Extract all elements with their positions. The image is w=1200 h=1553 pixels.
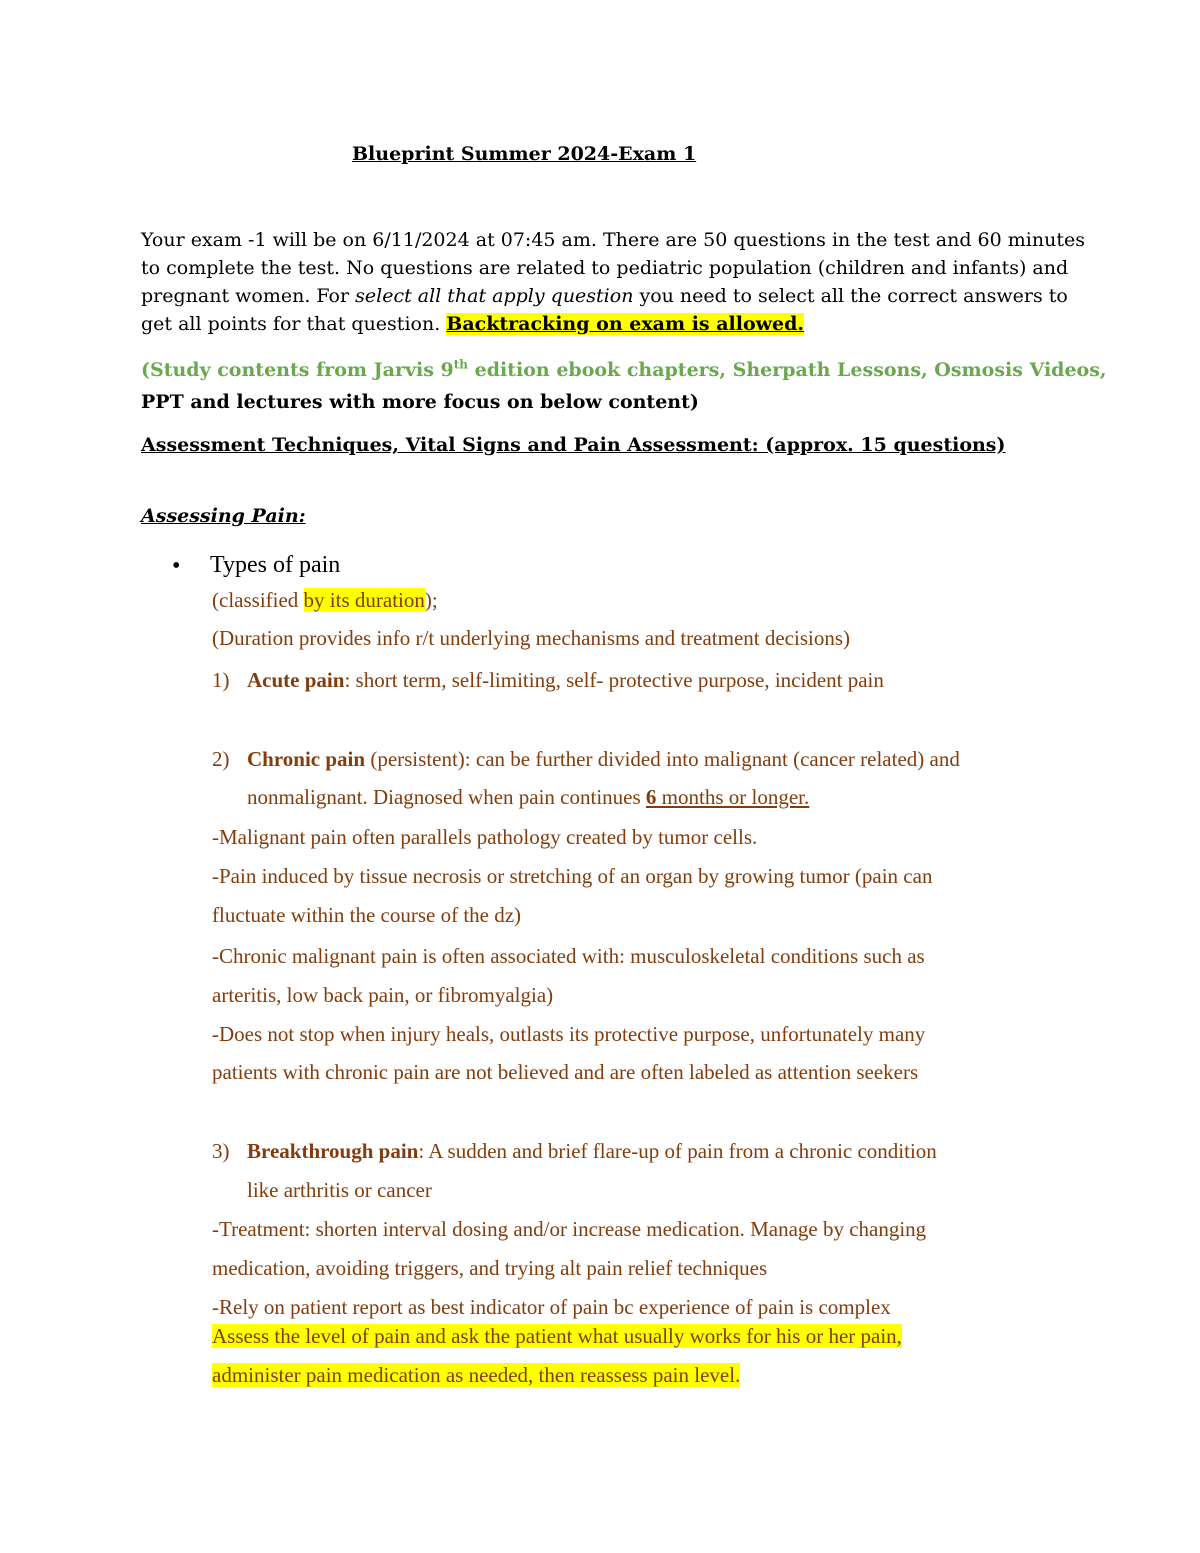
chronic-note: -Pain induced by tissue necrosis or stretching of an organ by growing tumor (pain can: [212, 864, 933, 888]
reassess-highlight-1: Assess the level of pain and ask the patient what usually works for his or her pain,: [212, 1324, 902, 1348]
study-line-1-end: edition ebook chapters, Sherpath Lessons, Osmosis Videos,: [468, 359, 1107, 381]
study-line-1: [141, 359, 1107, 381]
classified-start: (classified: [212, 588, 304, 612]
assessing-pain-heading: Assessing Pain:: [141, 505, 306, 527]
acute-term: Acute pain: [247, 668, 345, 692]
chronic-term: Chronic pain: [247, 747, 366, 771]
chronic-number: 2): [212, 747, 230, 771]
six-months-number: 6: [645, 785, 657, 809]
breakthrough-pain-line-1: [247, 1139, 937, 1164]
intro-line-2: to complete the test. No questions are related to pediatric population (children and infants) and: [141, 257, 1069, 279]
duration-line: (Duration provides info r/t underlying mechanisms and treatment decisions): [212, 626, 851, 650]
reassess-highlight-line-1: [212, 1324, 902, 1349]
chronic-note: arteritis, low back pain, or fibromyalgia): [212, 983, 554, 1007]
breakthrough-number: 3): [212, 1139, 230, 1163]
intro-line-4-start: get all points for that question.: [141, 313, 447, 335]
reassess-highlight-2: administer pain medication as needed, then reassess pain level.: [212, 1363, 741, 1387]
intro-line-3-start: pregnant women. For: [141, 285, 356, 307]
types-of-pain-heading: Types of pain: [210, 552, 341, 578]
classified-end: );: [424, 588, 438, 612]
breakthrough-note: -Treatment: shorten interval dosing and/or increase medication. Manage by changing: [212, 1217, 927, 1241]
chronic-pain-line-2: [247, 785, 809, 810]
intro-line-3: [141, 285, 1068, 307]
document-title: Blueprint Summer 2024-Exam 1: [352, 143, 697, 165]
intro-line-3-end: you need to select all the correct answers to: [633, 285, 1068, 307]
section-heading: Assessment Techniques, Vital Signs and Pain Assessment: (approx. 15 questions): [141, 434, 1006, 456]
backtracking-highlight: Backtracking on exam is allowed.: [446, 313, 804, 335]
acute-desc: : short term, self-limiting, self- protective purpose, incident pain: [344, 668, 884, 692]
study-line-1-start: (Study contents from Jarvis 9: [141, 359, 454, 381]
chronic-note: -Chronic malignant pain is often associated with: musculoskeletal conditions such as: [212, 944, 925, 968]
breakthrough-note: -Rely on patient report as best indicator of pain bc experience of pain is complex: [212, 1295, 891, 1319]
breakthrough-pain-line-2: like arthritis or cancer: [247, 1178, 432, 1202]
duration-highlight: by its duration: [303, 588, 425, 612]
chronic-note: -Malignant pain often parallels pathology created by tumor cells.: [212, 825, 758, 849]
breakthrough-term: Breakthrough pain: [247, 1139, 419, 1163]
intro-line-1: Your exam -1 will be on 6/11/2024 at 07:45 am. There are 50 questions in the test and 60 minutes: [141, 229, 1085, 251]
reassess-highlight-line-2: [212, 1363, 740, 1388]
study-superscript: th: [453, 357, 469, 372]
classified-line: [212, 588, 438, 613]
chronic-pain-line-1: [247, 747, 960, 772]
study-line-2: PPT and lectures with more focus on below content): [141, 391, 699, 413]
chronic-desc-2: nonmalignant. Diagnosed when pain continues: [247, 785, 646, 809]
chronic-desc-1: (persistent): can be further divided into malignant (cancer related) and: [365, 747, 960, 771]
bullet-icon: •: [172, 553, 181, 579]
chronic-note: fluctuate within the course of the dz): [212, 903, 522, 927]
acute-pain-line: [247, 668, 884, 693]
breakthrough-desc-1: : A sudden and brief flare-up of pain from a chronic condition: [418, 1139, 937, 1163]
select-all-phrase: select all that apply question: [355, 285, 634, 307]
months-or-longer: months or longer.: [656, 785, 810, 809]
intro-line-4: [141, 313, 804, 335]
chronic-note: -Does not stop when injury heals, outlasts its protective purpose, unfortunately many: [212, 1022, 926, 1046]
chronic-note: patients with chronic pain are not believed and are often labeled as attention seekers: [212, 1060, 919, 1084]
breakthrough-note: medication, avoiding triggers, and trying alt pain relief techniques: [212, 1256, 768, 1280]
acute-number: 1): [212, 668, 230, 692]
